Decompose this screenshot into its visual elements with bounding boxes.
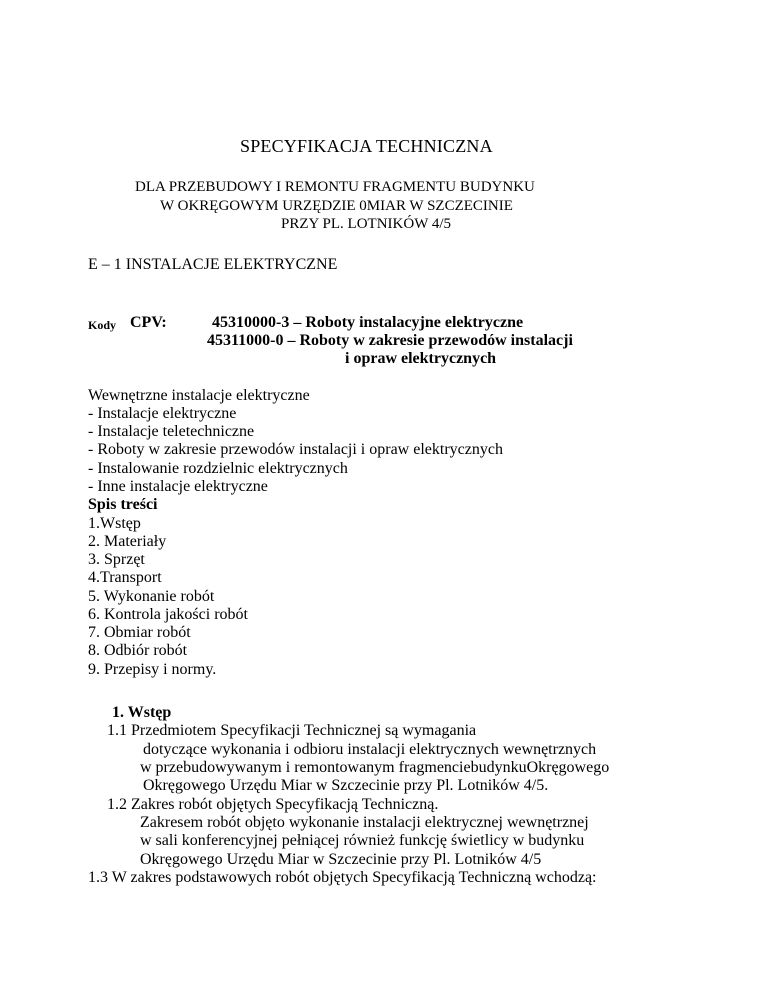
intro-line: w przebudowywanym i remontowanym fragmenciebudynkuOkręgowego xyxy=(140,759,610,776)
toc-item: 5. Wykonanie robót xyxy=(88,588,215,605)
toc-heading: Spis treści xyxy=(88,496,158,513)
cpv-line-2: 45311000-0 – Roboty w zakresie przewodów instalacji xyxy=(207,332,573,349)
scope-item: - Instalacje teletechniczne xyxy=(88,423,255,440)
intro-line: w sali konferencyjnej pełniącej również funkcję świetlicy w budynku xyxy=(140,832,585,849)
intro-line: dotyczące wykonania i odbioru instalacji elektrycznych wewnętrznych xyxy=(143,741,597,758)
section-heading: E – 1 INSTALACJE ELEKTRYCZNE xyxy=(88,256,338,273)
cpv-line-1: 45310000-3 – Roboty instalacyjne elektryczne xyxy=(212,314,524,331)
scope-item: - Instalowanie rozdzielnic elektrycznych xyxy=(88,460,348,477)
subtitle-line-3: PRZY PL. LOTNIKÓW 4/5 xyxy=(281,216,451,232)
toc-item: 1.Wstęp xyxy=(88,515,141,532)
intro-line: Zakresem robót objęto wykonanie instalacji elektrycznej wewnętrznej xyxy=(140,814,589,831)
toc-item: 4.Transport xyxy=(88,569,162,586)
toc-item: 9. Przepisy i normy. xyxy=(88,661,217,678)
toc-item: 7. Obmiar robót xyxy=(88,624,191,641)
cpv-prefix: Kody xyxy=(88,318,117,332)
scope-heading: Wewnętrzne instalacje elektryczne xyxy=(88,387,310,404)
scope-item: - Instalacje elektryczne xyxy=(88,405,237,422)
toc-item: 3. Sprzęt xyxy=(88,551,145,568)
intro-heading: 1. Wstęp xyxy=(112,704,172,721)
subtitle-line-2: W OKRĘGOWYM URZĘDZIE 0MIAR W SZCZECINIE xyxy=(160,198,513,214)
cpv-line-3: i opraw elektrycznych xyxy=(345,350,497,367)
intro-line: Okręgowego Urzędu Miar w Szczecinie przy Pl. Lotników 4/5 xyxy=(140,851,542,868)
scope-item: - Inne instalacje elektryczne xyxy=(88,478,268,495)
intro-line: Okręgowego Urzędu Miar w Szczecinie przy Pl. Lotników 4/5. xyxy=(143,777,549,794)
scope-item: - Roboty w zakresie przewodów instalacji i opraw elektrycznych xyxy=(88,441,503,458)
document-title: SPECYFIKACJA TECHNICZNA xyxy=(240,136,493,156)
toc-item: 6. Kontrola jakości robót xyxy=(88,606,248,623)
intro-line: 1.2 Zakres robót objętych Specyfikacją Techniczną. xyxy=(107,796,439,813)
intro-line: 1.3 W zakres podstawowych robót objętych Specyfikacją Techniczną wchodzą: xyxy=(88,869,597,886)
cpv-label: CPV: xyxy=(130,314,167,331)
subtitle-line-1: DLA PRZEBUDOWY I REMONTU FRAGMENTU BUDYNKU xyxy=(135,179,535,195)
intro-line: 1.1 Przedmiotem Specyfikacji Technicznej są wymagania xyxy=(107,722,477,739)
toc-item: 2. Materiały xyxy=(88,533,167,550)
toc-item: 8. Odbiór robót xyxy=(88,642,188,659)
